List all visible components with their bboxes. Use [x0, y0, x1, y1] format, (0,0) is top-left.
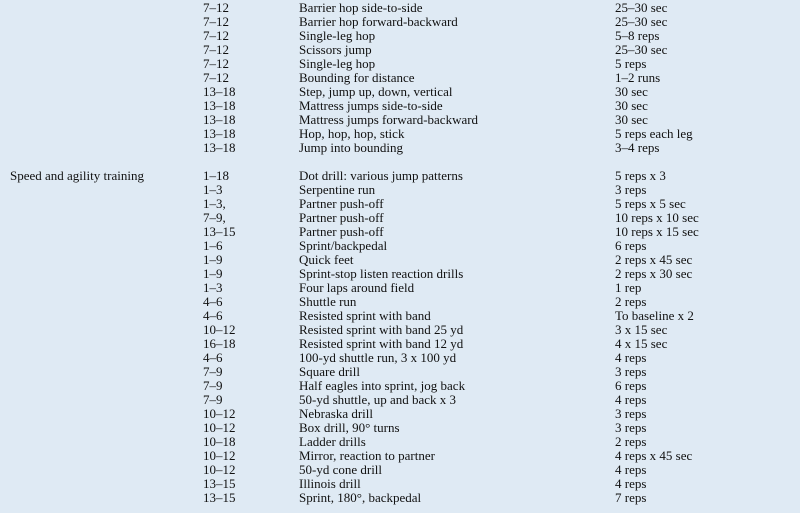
dose-cell: 3 reps [615, 182, 647, 197]
weeks-cell: 1–9 [203, 266, 223, 281]
table-row [0, 127, 800, 141]
weeks-cell: 13–15 [203, 476, 236, 491]
table-row [0, 449, 800, 463]
weeks-cell: 16–18 [203, 336, 236, 351]
dose-cell: 30 sec [615, 112, 648, 127]
dose-cell: 3–4 reps [615, 140, 660, 155]
drill-cell: Barrier hop forward-backward [299, 14, 458, 29]
drill-cell: Resisted sprint with band 12 yd [299, 336, 464, 351]
table-row [0, 225, 800, 239]
table-row [0, 113, 800, 127]
dose-cell: 2 reps x 45 sec [615, 252, 693, 267]
weeks-cell: 13–15 [203, 224, 236, 239]
table-row [0, 99, 800, 113]
table-row [0, 1, 800, 15]
dose-cell: 5 reps x 5 sec [615, 196, 686, 211]
weeks-cell: 7–12 [203, 28, 229, 43]
dose-cell: 4 reps [615, 350, 647, 365]
dose-cell: 25–30 sec [615, 14, 668, 29]
table-row [0, 15, 800, 29]
drill-cell: Square drill [299, 364, 361, 379]
table-row [0, 421, 800, 435]
weeks-cell: 7–9 [203, 378, 223, 393]
table-row [0, 351, 800, 365]
drill-cell: Mattress jumps side-to-side [299, 98, 443, 113]
weeks-cell: 13–18 [203, 84, 236, 99]
dose-cell: 5 reps each leg [615, 126, 693, 141]
weeks-cell: 10–12 [203, 462, 236, 477]
dose-cell: 2 reps [615, 294, 647, 309]
table-row [0, 85, 800, 99]
drill-cell: Barrier hop side-to-side [299, 0, 423, 15]
table-row [0, 197, 800, 211]
weeks-cell: 10–12 [203, 406, 236, 421]
drill-cell: Half eagles into sprint, jog back [299, 378, 466, 393]
dose-cell: 1–2 runs [615, 70, 661, 85]
drill-cell: 50-yd shuttle, up and back x 3 [299, 392, 457, 407]
section-label: Speed and agility training [10, 168, 144, 183]
table-row [0, 183, 800, 197]
dose-cell: 2 reps [615, 434, 647, 449]
weeks-cell: 7–9 [203, 364, 223, 379]
dose-cell: 30 sec [615, 84, 648, 99]
weeks-cell: 13–18 [203, 112, 236, 127]
weeks-cell: 1–3 [203, 280, 223, 295]
drill-cell: Four laps around field [299, 280, 415, 295]
drill-cell: Sprint, 180°, backpedal [299, 490, 422, 505]
drill-cell: Resisted sprint with band 25 yd [299, 322, 464, 337]
weeks-cell: 4–6 [203, 294, 223, 309]
drill-cell: Resisted sprint with band [299, 308, 431, 323]
drill-cell: Scissors jump [299, 42, 372, 57]
dose-cell: 3 reps [615, 420, 647, 435]
table-row [0, 337, 800, 351]
table-row [0, 393, 800, 407]
weeks-cell: 7–12 [203, 0, 229, 15]
drill-cell: Single-leg hop [299, 56, 376, 71]
weeks-cell: 1–6 [203, 238, 223, 253]
dose-cell: 3 reps [615, 364, 647, 379]
drill-cell: Shuttle run [299, 294, 357, 309]
drill-cell: Jump into bounding [299, 140, 404, 155]
weeks-cell: 7–12 [203, 42, 229, 57]
table-row [0, 295, 800, 309]
dose-cell: To baseline x 2 [615, 308, 694, 323]
table-row [0, 239, 800, 253]
dose-cell: 5 reps x 3 [615, 168, 666, 183]
dose-cell: 4 reps [615, 392, 647, 407]
weeks-cell: 7–9, [203, 210, 226, 225]
drill-cell: Sprint/backpedal [299, 238, 388, 253]
table-row [0, 43, 800, 57]
dose-cell: 25–30 sec [615, 0, 668, 15]
table-row [0, 253, 800, 267]
drill-cell: Nebraska drill [299, 406, 374, 421]
weeks-cell: 1–3, [203, 196, 226, 211]
dose-cell: 10 reps x 10 sec [615, 210, 699, 225]
table-row [0, 169, 800, 183]
weeks-cell: 7–12 [203, 56, 229, 71]
table-row [0, 365, 800, 379]
drill-cell: Bounding for distance [299, 70, 415, 85]
weeks-cell: 10–12 [203, 420, 236, 435]
weeks-cell: 13–18 [203, 140, 236, 155]
table-row [0, 323, 800, 337]
drill-cell: Box drill, 90° turns [299, 420, 400, 435]
drill-cell: Serpentine run [299, 182, 376, 197]
weeks-cell: 10–18 [203, 434, 236, 449]
table-row [0, 71, 800, 85]
table-row [0, 267, 800, 281]
table-row [0, 477, 800, 491]
table-row [0, 29, 800, 43]
drill-cell: Partner push-off [299, 224, 384, 239]
drill-cell: Partner push-off [299, 196, 384, 211]
table-row [0, 379, 800, 393]
weeks-cell: 13–15 [203, 490, 236, 505]
table-row [0, 463, 800, 477]
drill-cell: Sprint-stop listen reaction drills [299, 266, 464, 281]
weeks-cell: 7–12 [203, 14, 229, 29]
table-row [0, 211, 800, 225]
drill-cell: Mattress jumps forward-backward [299, 112, 479, 127]
dose-cell: 4 reps [615, 476, 647, 491]
dose-cell: 3 x 15 sec [615, 322, 668, 337]
table-row [0, 141, 800, 155]
weeks-cell: 13–18 [203, 126, 236, 141]
dose-cell: 30 sec [615, 98, 648, 113]
drill-cell: Hop, hop, hop, stick [299, 126, 405, 141]
dose-cell: 3 reps [615, 406, 647, 421]
dose-cell: 6 reps [615, 238, 647, 253]
weeks-cell: 10–12 [203, 322, 236, 337]
drill-cell: Step, jump up, down, vertical [299, 84, 453, 99]
weeks-cell: 7–12 [203, 70, 229, 85]
drill-cell: Quick feet [299, 252, 354, 267]
weeks-cell: 10–12 [203, 448, 236, 463]
drill-cell: Ladder drills [299, 434, 366, 449]
drill-cell: Illinois drill [299, 476, 361, 491]
table-row [0, 407, 800, 421]
drill-cell: 100-yd shuttle run, 3 x 100 yd [299, 350, 457, 365]
dose-cell: 10 reps x 15 sec [615, 224, 699, 239]
drill-cell: Single-leg hop [299, 28, 376, 43]
weeks-cell: 4–6 [203, 350, 223, 365]
drill-cell: Mirror, reaction to partner [299, 448, 435, 463]
table-row [0, 57, 800, 71]
dose-cell: 4 x 15 sec [615, 336, 668, 351]
weeks-cell: 1–3 [203, 182, 223, 197]
dose-cell: 7 reps [615, 490, 647, 505]
weeks-cell: 1–18 [203, 168, 229, 183]
drill-cell: Dot drill: various jump patterns [299, 168, 463, 183]
weeks-cell: 13–18 [203, 98, 236, 113]
drill-cell: Partner push-off [299, 210, 384, 225]
table-row [0, 435, 800, 449]
table-row [0, 309, 800, 323]
dose-cell: 1 rep [615, 280, 642, 295]
weeks-cell: 4–6 [203, 308, 223, 323]
dose-cell: 4 reps [615, 462, 647, 477]
table-row [0, 281, 800, 295]
drill-cell: 50-yd cone drill [299, 462, 383, 477]
dose-cell: 25–30 sec [615, 42, 668, 57]
weeks-cell: 7–9 [203, 392, 223, 407]
weeks-cell: 1–9 [203, 252, 223, 267]
dose-cell: 2 reps x 30 sec [615, 266, 693, 281]
dose-cell: 5–8 reps [615, 28, 660, 43]
dose-cell: 6 reps [615, 378, 647, 393]
dose-cell: 5 reps [615, 56, 647, 71]
table-row [0, 491, 800, 505]
dose-cell: 4 reps x 45 sec [615, 448, 693, 463]
